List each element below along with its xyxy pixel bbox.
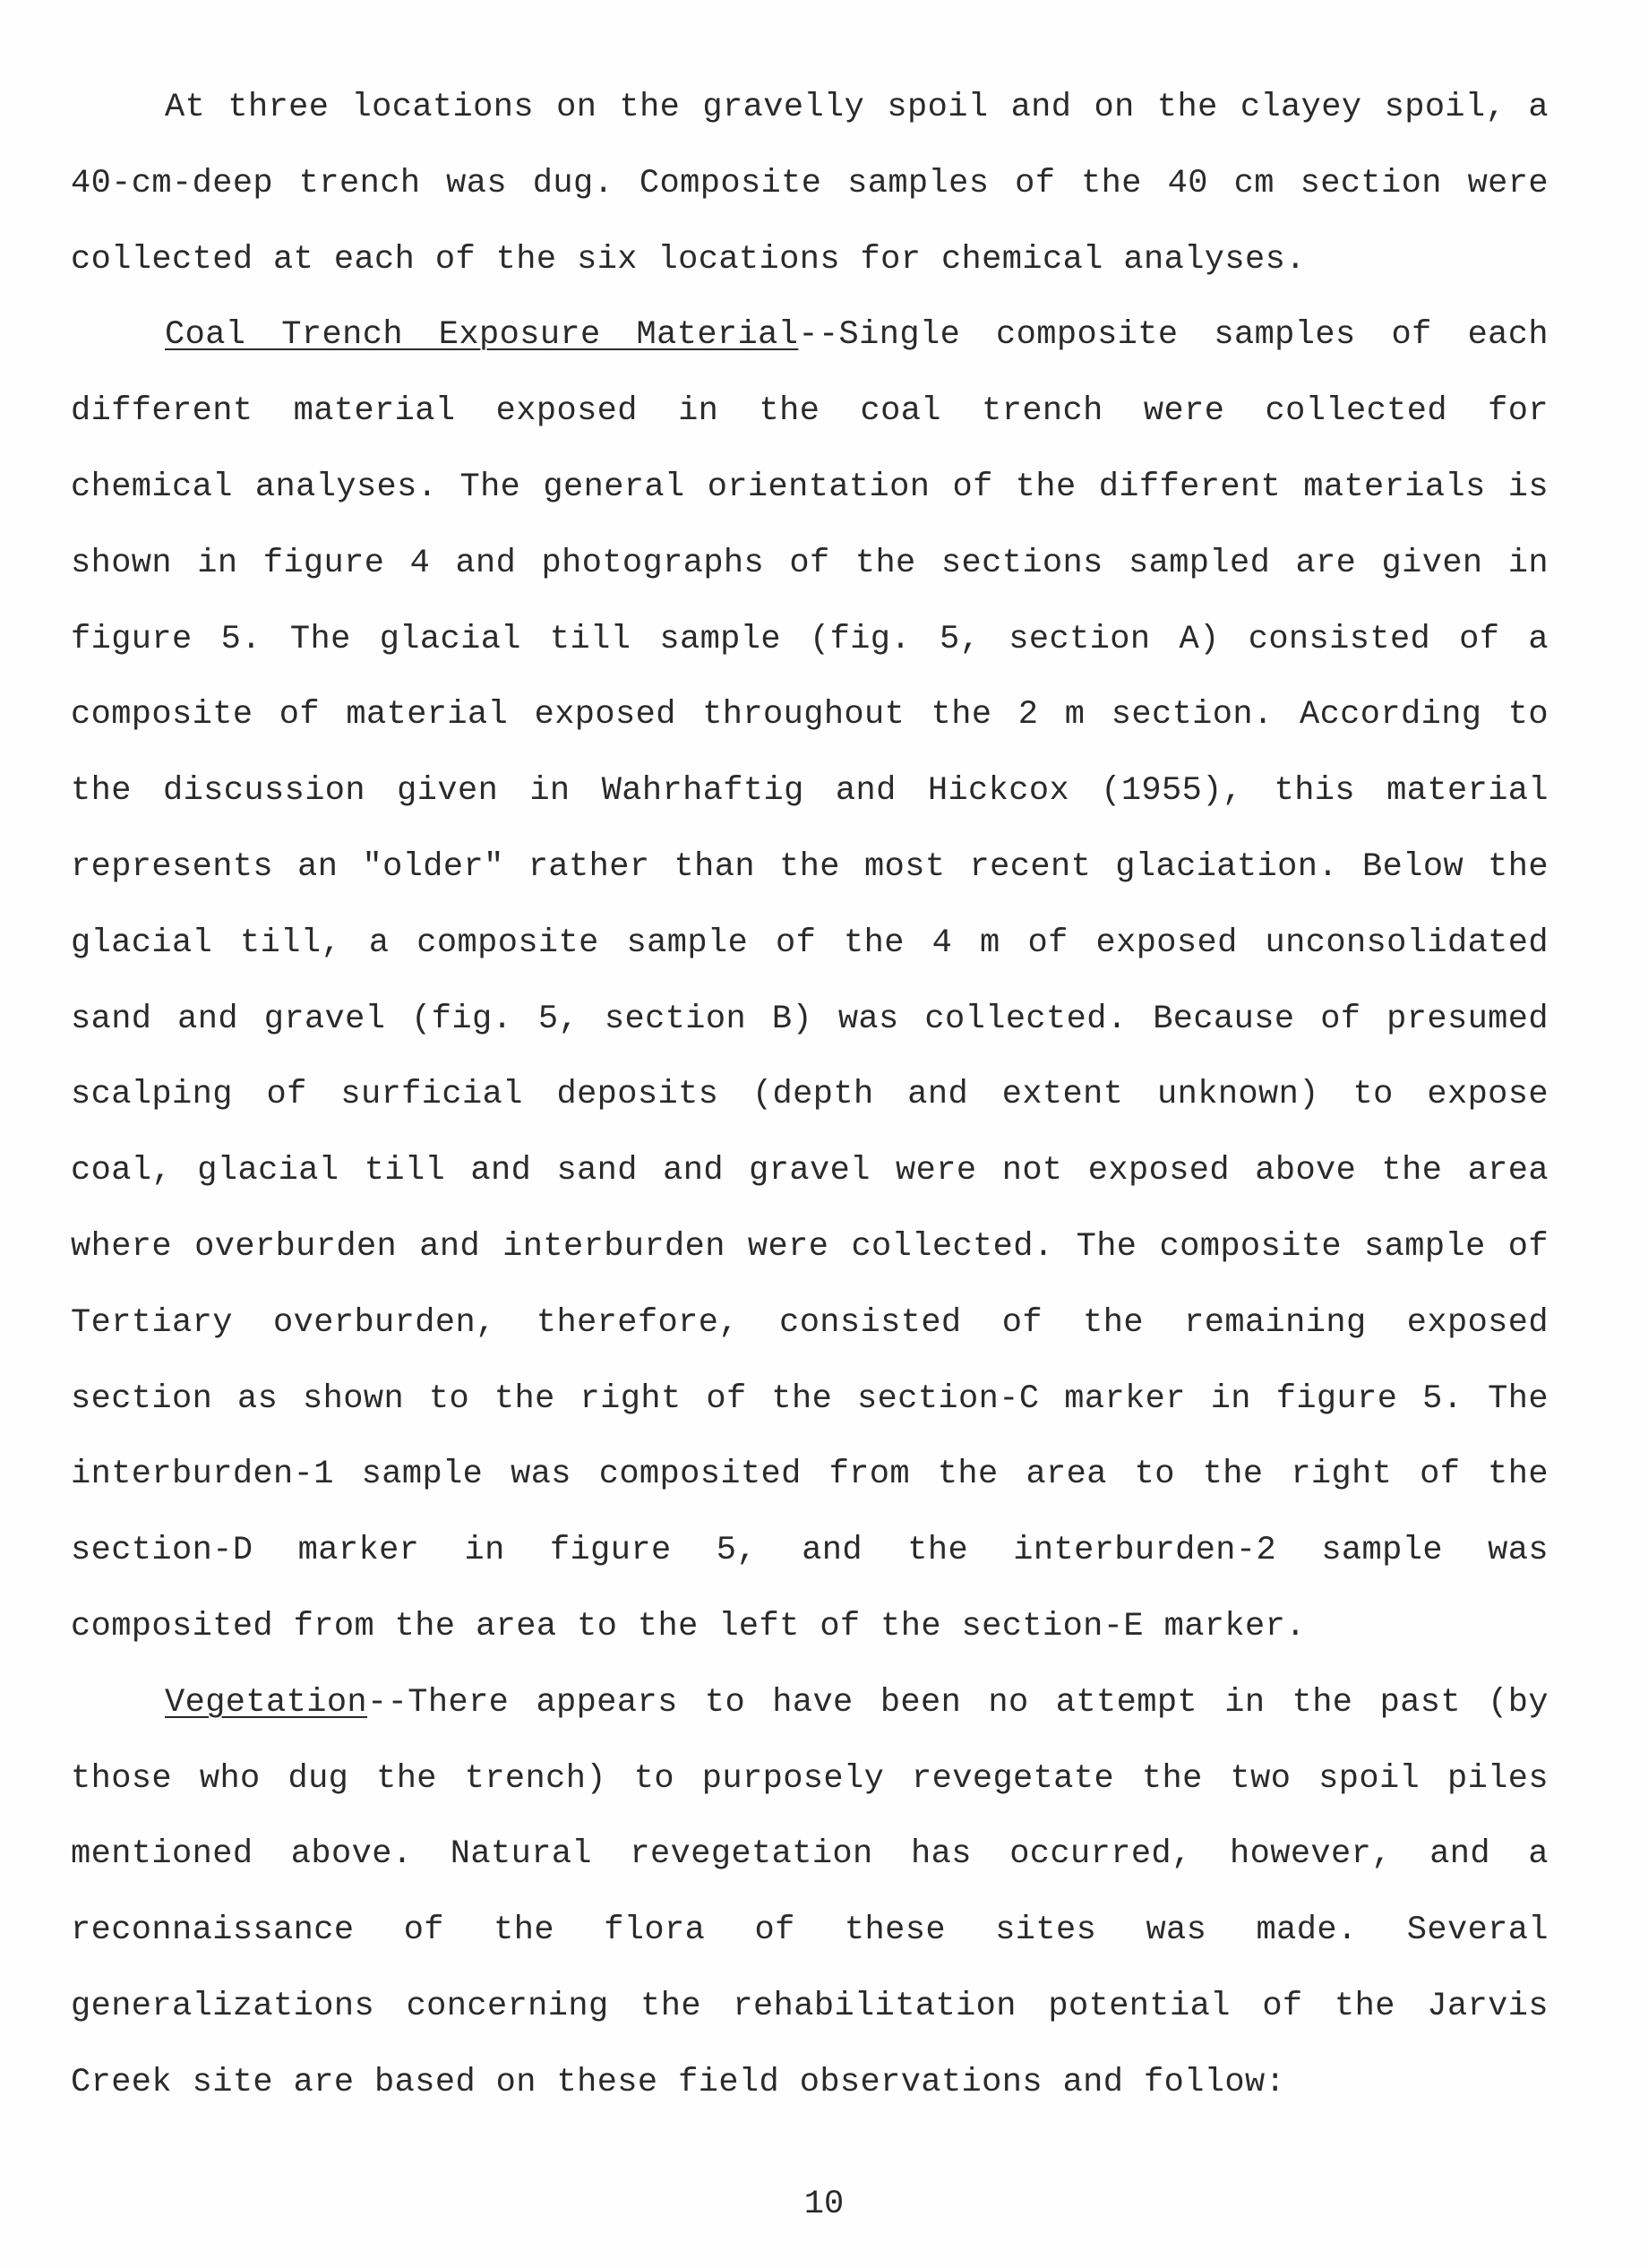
coal-trench-text: --Single composite samples of each different material exposed in the coal trench were collected for chemical analyses. The general orientation of the different materials is shown in figure 4 and photographs of the sections sampled are given in figure 5. The glacial till sample (fig. 5, section A) consisted of a composite of material exposed throughout the 2 m section. According to the discussion given in Wahrhaftig and Hickcox (1955), this material represents an "older" rather than the most recent glaciation. Below the glacial till, a composite sample of the 4 m of exposed unconsolidated sand and gravel (fig. 5, section B) was collected. Because of presumed scalping of surficial deposits (depth and extent unknown) to expose coal, glacial till and sand and gravel were not exposed above the area where overburden and interburden were collected. The composite sample of Tertiary overburden, therefore, consisted of the remaining exposed section as shown to the right of the section-C marker in figure 5. The interburden-1 sample was composited from the area to the right of the section-D marker in figure 5, and the interburden-2 sample was composited from the area to the left of the section-E marker. — [71, 316, 1549, 1645]
page-number: 10 — [803, 2186, 845, 2223]
paragraph-spoil-trench — [71, 70, 1549, 297]
coal-trench-heading: Coal Trench Exposure Material — [165, 316, 799, 355]
paragraph-vegetation — [71, 1665, 1549, 2121]
paragraph-coal-trench-exposure — [71, 297, 1549, 1664]
vegetation-heading: Vegetation — [165, 1683, 368, 1722]
vegetation-text: --There appears to have been no attempt in the past (by those who dug the trench) to purposely revegetate the two spoil piles mentioned above. Natural revegetation has occurred, however, and a reconnaissance of the flora of these sites was made. Several generalizations concerning the rehabilitation potential of the Jarvis Creek site are based on these field observations and follow: — [71, 1683, 1549, 2101]
paragraph-spoil-trench-text: At three locations on the gravelly spoil and on the clayey spoil, a 40-cm-deep trench was dug. Composite samples of the 40 cm section were collected at each of the six locations for chemical analyses. — [71, 89, 1549, 279]
body-text — [71, 70, 1549, 2121]
